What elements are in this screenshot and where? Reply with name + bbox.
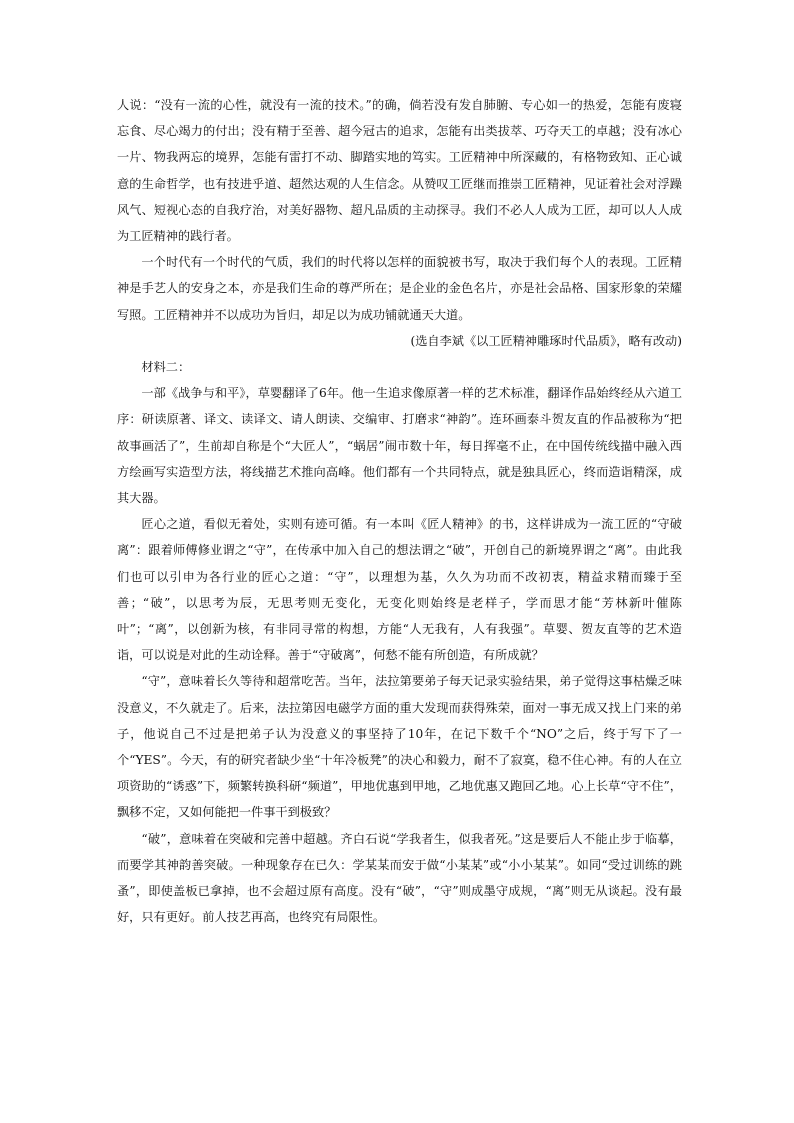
body-paragraph: “破”，意味着在突破和完善中超越。齐白石说“学我者生，似我者死。”这是要后人不能止步于临摹，而要学其神韵善突破。一种现象存在已久：学某某而安于做“小某某”或“小小某某”。如同“受过训练的跳蚤”，即使盖板已拿掉，也不会超过原有高度。没有“破”，“守”则成墨守成规，“离”则无从谈起。没有最好，只有更好。前人技艺再高，也终究有局限性。 — [117, 831, 682, 925]
body-paragraph: 一个时代有一个时代的气质，我们的时代将以怎样的面貌被书写，取决于我们每个人的表现。工匠精神是手艺人的安身之本，亦是我们生命的尊严所在；是企业的金色名片，亦是社会品格、国家形象的荣耀写照。工匠精神并不以成功为旨归，却足以为成功铺就通天大道。 — [117, 255, 682, 322]
body-paragraph: 一部《战争与和平》，草婴翻译了6年。他一生追求像原著一样的艺术标准，翻译作品始终经从六道工序：研读原著、译文、读译文、请人朗读、交编审、打磨求“神韵”。连环画泰斗贺友直的作品被称为“把故事画活了”，生前却自称是个“大匠人”，“蜗居”闹市数十年，每日挥毫不止，在中国传统线描中融入西方绘画写实造型方法，将线描艺术推向高峰。他们都有一个共同特点，就是独具匠心，终而造诣精深，成其大器。 — [117, 386, 682, 506]
document-page — [117, 92, 682, 931]
body-paragraph: 人说：“没有一流的心性，就没有一流的技术。”的确，倘若没有发自肺腑、专心如一的热爱，怎能有废寝忘食、尽心竭力的付出；没有精于至善、超今冠古的追求，怎能有出类拔萃、巧夺天工的卓越；没有冰心一片、物我两忘的境界，怎能有雷打不动、脚踏实地的笃实。工匠精神中所深藏的，有格物致知、正心诚意的生命哲学，也有技进乎道、超然达观的人生信念。从赞叹工匠继而推崇工匠精神，见证着社会对浮躁风气、短视心态的自我疗治，对美好器物、超凡品质的主动探寻。我们不必人人成为工匠，却可以人人成为工匠精神的践行者。 — [117, 98, 682, 244]
section-heading: 材料二： — [141, 360, 191, 375]
body-paragraph: 匠心之道，看似无着处，实则有迹可循。有一本叫《匠人精神》的书，这样讲成为一流工匠的“守破离”：跟着师傅修业谓之“守”，在传承中加入自己的想法谓之“破”，开创自己的新境界谓之“离”。由此我们也可以引申为各行业的匠心之道：“守”，以理想为基，久久为功而不改初衷，精益求精而臻于至善；“破”，以思考为辰，无思考则无变化，无变化则始终是老样子，学而思才能“芳林新叶催陈叶”；“离”，以创新为核，有非同寻常的构想，方能“人无我有，人有我强”。草婴、贺友直等的艺术造诣，可以说是对此的生动诠释。善于“守破离”，何愁不能有所创造，有所成就？ — [117, 517, 682, 663]
body-paragraph: “守”，意味着长久等待和超常吃苦。当年，法拉第要弟子每天记录实验结果，弟子觉得这事枯燥乏味没意义，不久就走了。后来，法拉第因电磁学方面的重大发现而获得殊荣，面对一事无成又找上门来的弟子，他说自己不过是把弟子认为没意义的事坚持了10年，在记下数千个“NO”之后，终于写下了一个“YES”。今天，有的研究者缺少坐“十年冷板凳”的决心和毅力，耐不了寂寞，稳不住心神。有的人在立项资助的“诱惑”下，频繁转换科研“频道”，甲地优惠到甲地，乙地优惠又跑回乙地。心上长草“守不住”，飘移不定，又如何能把一件事干到极致？ — [117, 674, 682, 820]
source-citation: (选自李斌《以工匠精神雕琢时代品质》，略有改动) — [410, 333, 682, 348]
